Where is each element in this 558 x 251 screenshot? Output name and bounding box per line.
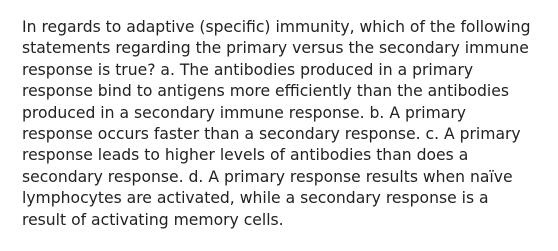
question-text	[22, 17, 542, 231]
question-line-4: response bind to antigens more efficiently than the antibodies	[22, 82, 509, 101]
question-line-5: produced in a secondary immune response. b. A primary	[22, 103, 466, 122]
question-line-7: response leads to higher levels of antibodies than does a	[22, 146, 469, 165]
question-line-1: In regards to adaptive (specific) immunity, which of the following	[22, 18, 531, 36]
question-line-8: secondary response. d. A primary response results when naïve	[22, 167, 513, 186]
question-line-2: statements regarding the primary versus the secondary immune	[22, 39, 529, 58]
question-line-6: response occurs faster than a secondary response. c. A primary	[22, 125, 521, 144]
question-line-9: lymphocytes are activated, while a secondary response is a	[22, 189, 489, 208]
question-line-3: response is true? a. The antibodies produced in a primary	[22, 60, 474, 79]
question-line-10: result of activating memory cells.	[22, 210, 284, 229]
